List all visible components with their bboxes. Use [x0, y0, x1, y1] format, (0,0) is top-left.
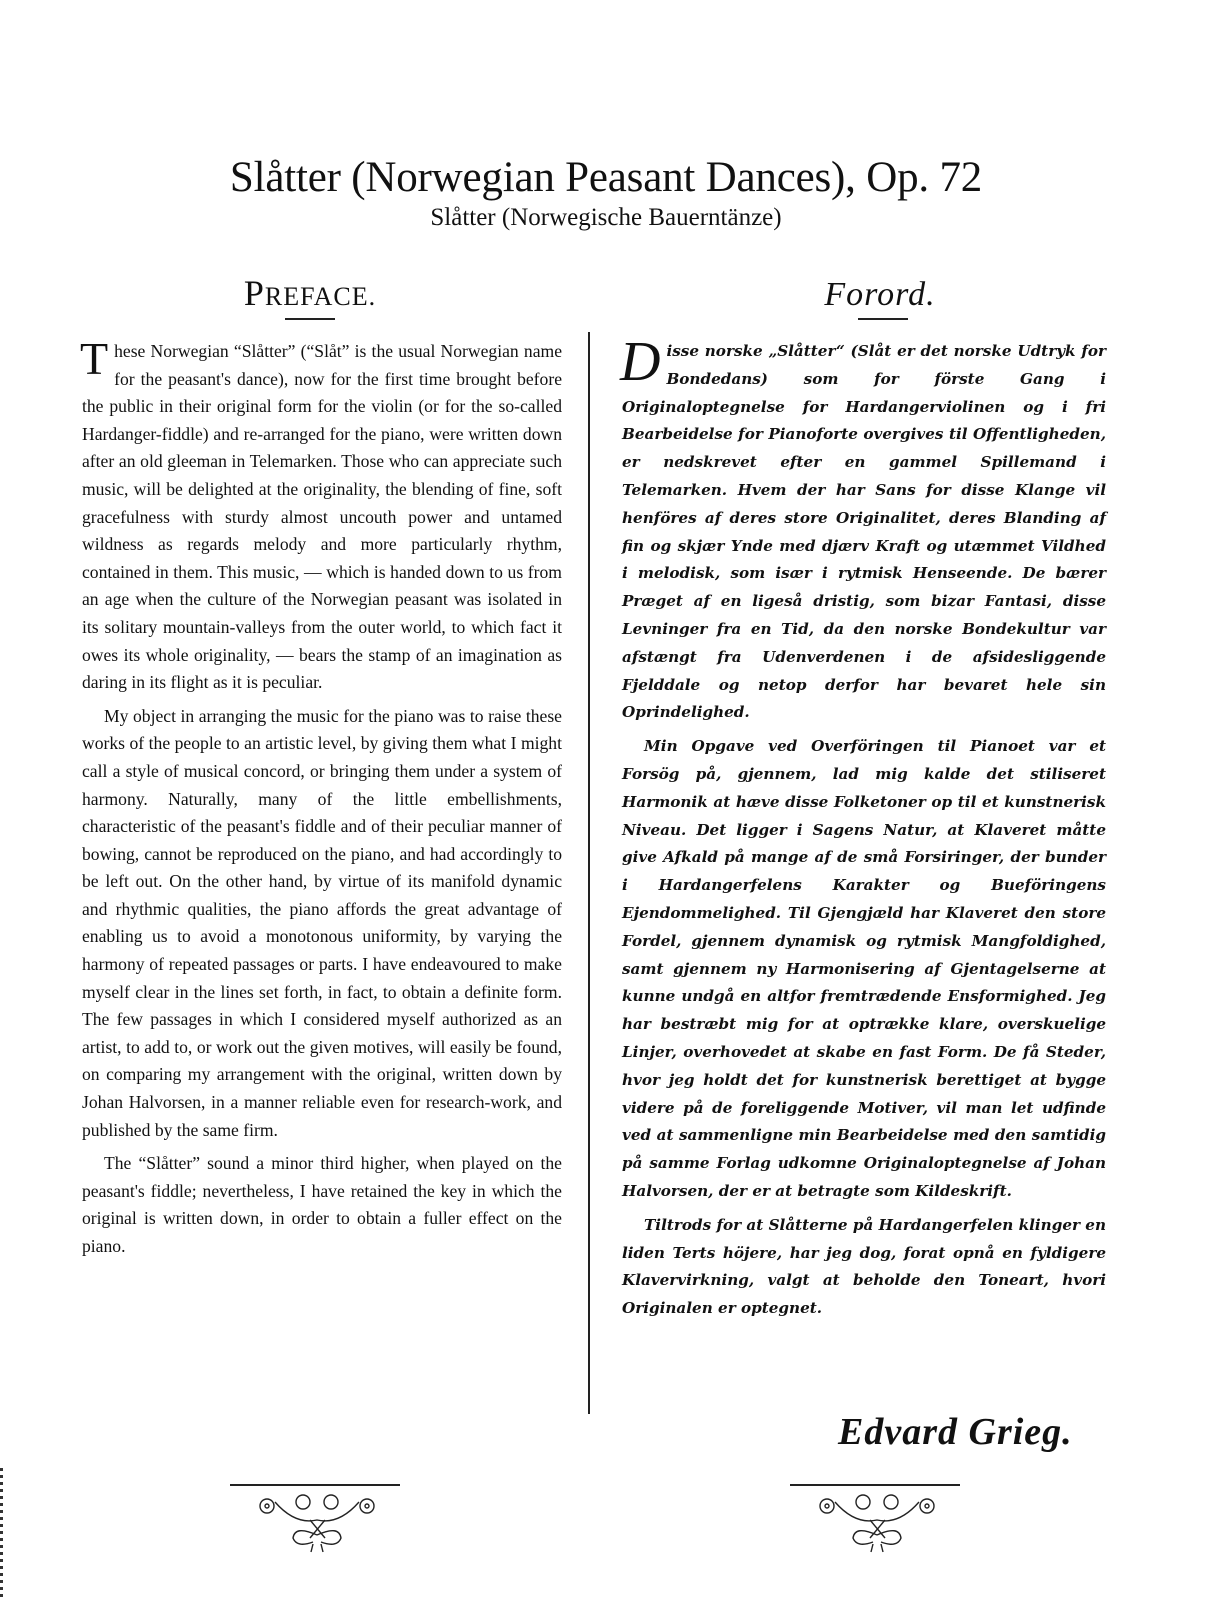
- signature: Edvard Grieg.: [838, 1411, 1073, 1453]
- heading-rule-right: [858, 318, 908, 320]
- heading-initial: P: [243, 273, 265, 313]
- column-divider: [588, 332, 590, 1414]
- drop-cap: D: [620, 331, 661, 393]
- paragraph: These Norwegian “Slåtter” (“Slåt” is the usual Norwegian name for the peasant's dance), now for the first time brought before the public in their original form for the violin (or for the so-called Hardanger-fiddle) and re-arranged for the piano, were written down after an old gleeman in Telemarken. Those who can appreciate such music, will be delighted at the originality, the blending of fine, soft gracefulness with sturdy almost uncouth power and untamed wildness as regards melody and more particularly rhythm, contained in them. This music, — which is handed down to us from an age when the culture of the Norwegian peasant was isolated in its solitary mountain-valleys from the outer world, to which fact it owes its whole originality, — bears the stamp of an imagination as daring in its flight as it is peculiar.: [80, 333, 562, 693]
- scroll-ornament-icon: [225, 1480, 405, 1560]
- preface-heading-english: [180, 272, 440, 314]
- scroll-ornament-icon: [785, 1480, 965, 1560]
- preface-english-column: [80, 333, 562, 1267]
- scan-edge-marks: [0, 1468, 3, 1598]
- preface-heading-norwegian: Forord.: [824, 276, 936, 313]
- paragraph: Disse norske „Slåtter“ (Slåt er det norske Udtryk for Bondedans) som for förste Gang i Originaloptegnelse for Hardangerviolinen og i fri Bearbeidelse for Pianoforte overgives til Offentligheden, er nedskrevet efter en gammel Spillemand i Telemarken. Hvem der har Sans for disse Klange vil henföres af deres store Originalitet, deres Blanding af fin og skjær Ynde med djærv Kraft og utæmmet Vildhed i melodisk, som især i rytmisk Henseende. De bærer Præget af en ligeså dristig, som bizar Fantasi, disse Levninger fra en Tid, da den norske Bondekultur var afstængt fra Udenverdenen i de afsidesliggende Fjelddale og netop derfor har bevaret hele sin Oprindelighed.: [620, 331, 1106, 722]
- paragraph: The “Slåtter” sound a minor third higher, when played on the peasant's fiddle; nevertheless, I have retained the key in which the original is written down, in order to obtain a fuller effect on the piano.: [82, 1153, 562, 1256]
- page-title: Slåtter (Norwegian Peasant Dances), Op. 72: [229, 154, 983, 201]
- heading-rest: REFACE.: [264, 282, 377, 311]
- drop-cap: T: [80, 333, 109, 384]
- paragraph: Tiltrods for at Slåtterne på Hardangerfelen klinger en liden Terts höjere, har jeg dog, forat opnå en fyldigere Klavervirkning, valgt at beholde den Toneart, hvori Originalen er optegnet.: [622, 1215, 1106, 1318]
- paragraph: My object in arranging the music for the piano was to raise these works of the people to an artistic level, by giving them what I might call a style of musical concord, or bringing them under a system of harmony. Naturally, many of the little embellishments, characteristic of the peasant's fiddle and of their peculiar manner of bowing, cannot be reproduced on the piano, and had accordingly to be left out. On the other hand, by virtue of its manifold dynamic and rhythmic qualities, the piano affords the great advantage of enabling us to avoid a monotonous uniformity, by varying the harmony of repeated passages or parts. I have endeavoured to make myself clear in the lines set forth, in fact, to obtain a definite form. The few passages in which I considered myself authorized as an artist, to add to, or work out the given motives, will easily be found, on comparing my arrangement with the original, written down by Johan Halvorsen, in a manner reliable even for research-work, and published by the same firm.: [82, 705, 562, 1140]
- preface-norwegian-column: [620, 331, 1106, 1329]
- heading-rule-left: [285, 318, 335, 320]
- page-subtitle: Slåtter (Norwegische Bauerntänze): [430, 204, 782, 231]
- paragraph: Min Opgave ved Overföringen til Pianoet var et Forsög på, gjennem, lad mig kalde det stiliseret Harmonik at hæve disse Folketoner op til et kunstnerisk Niveau. Det ligger i Sagens Natur, at Klaveret måtte give Afkald på mange af de små Forsiringer, der bunder i Hardangerfelens Karakter og Bueföringens Ejendommelighed. Til Gjengjæld har Klaveret den store Fordel, gjennem dynamisk og rytmisk Mangfoldighed, samt gjennem ny Harmonisering af Gjentagelserne at kunne undgå en altfor fremtrædende Ensformighed. Jeg har bestræbt mig for at optrække klare, overskuelige Linjer, overhovedet at skabe en fast Form. De få Steder, hvor jeg holdt det for kunstnerisk berettiget at bygge videre på de foreliggende Motiver, vil man let udfinde ved at sammenligne min Bearbeidelse med den samtidig på samme Forlag udkomne Originaloptegnelse af Johan Halvorsen, der er at betragte som Kildeskrift.: [622, 737, 1106, 1200]
